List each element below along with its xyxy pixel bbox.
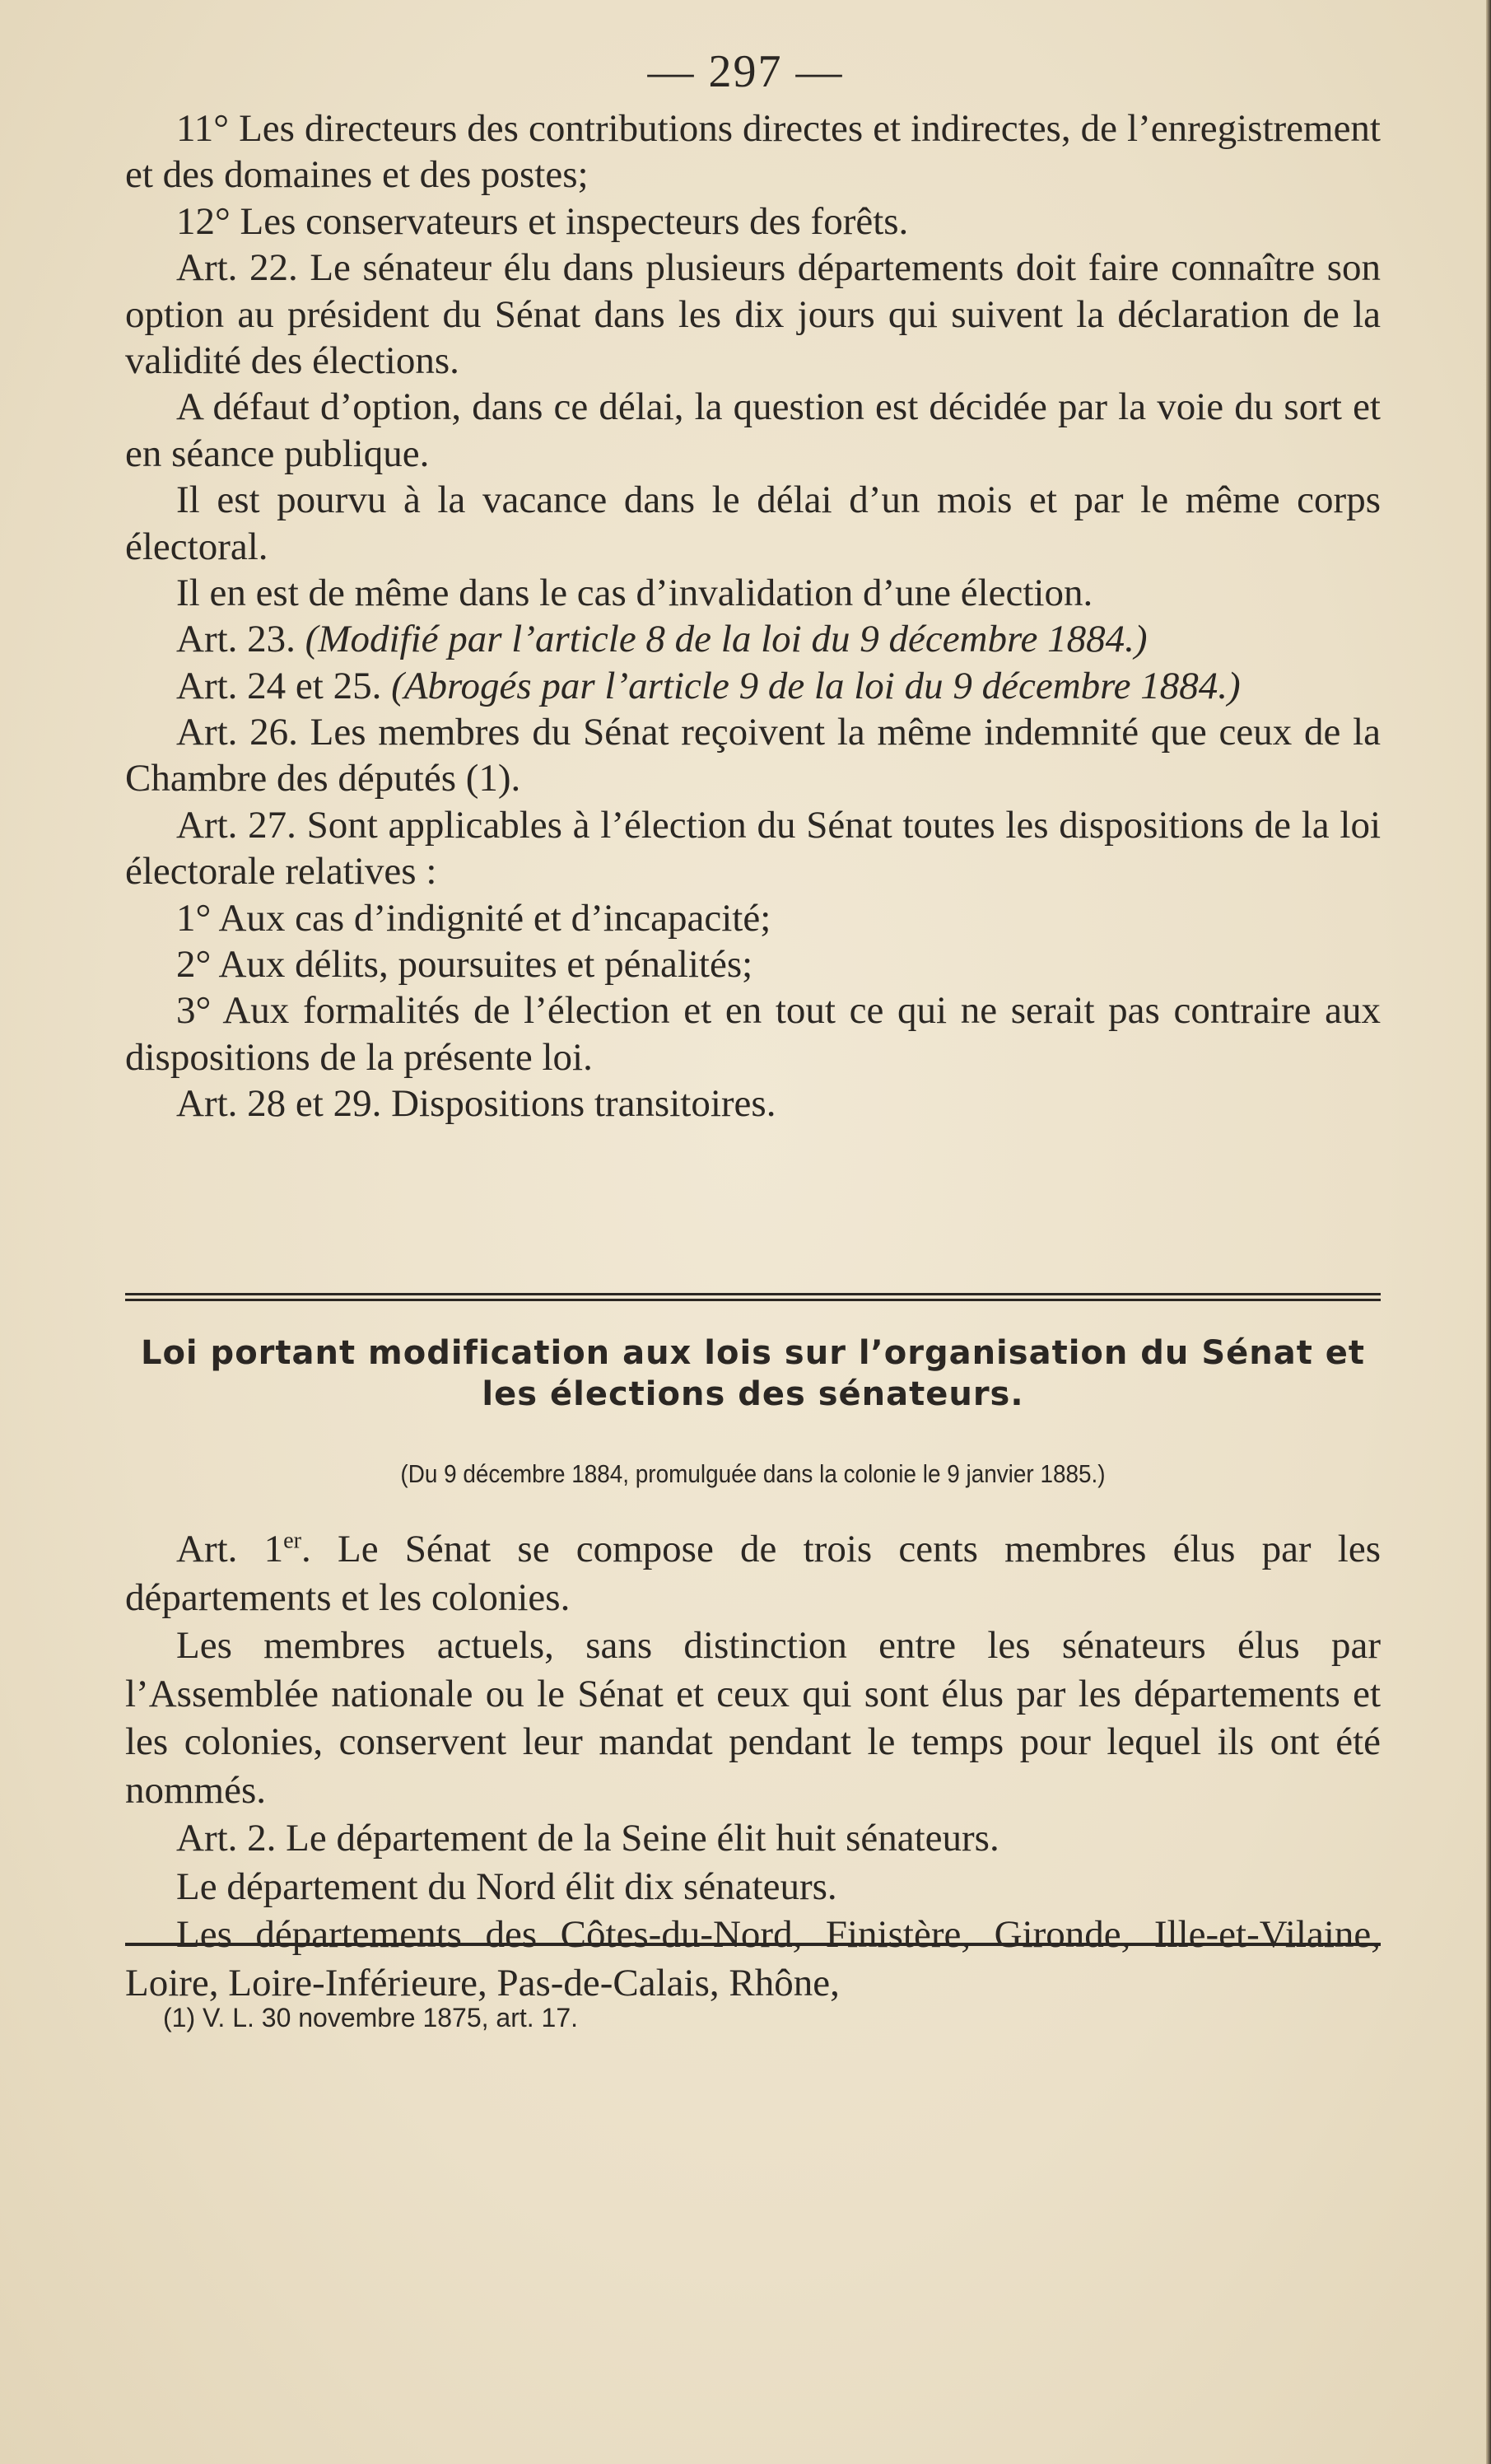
text-block-top [125,105,1381,1127]
paragraph: 11° Les directeurs des contributions directes et indirectes, de l’enregistrement et des domaines et des postes; [125,107,1381,197]
paragraph: 2° Aux délits, poursuites et pénalités; [176,943,753,987]
paragraph: Art. 26. Les membres du Sénat reçoivent la même indemnité que ceux de la Chambre des députés (1). [125,711,1381,800]
article-1 [125,1525,1381,1622]
paragraph: 1° Aux cas d’indignité et d’incapacité; [176,896,771,940]
article-text: . Le Sénat se compose de trois cents membres élus par les départements et les colonies. [125,1528,1381,1619]
paragraph: Art. 2. Le département de la Seine élit huit sénateurs. [176,1817,999,1860]
paragraph: 12° Les conservateurs et inspecteurs des forêts. [176,199,909,243]
paragraph: Il est pourvu à la vacance dans le délai d’un mois et par le même corps électoral. [125,478,1381,568]
law-title: Loi portant modification aux lois sur l’organisation du Sénat et les élections des sénateurs. [140,1334,1366,1413]
paragraph: Le département du Nord élit dix sénateurs. [176,1864,837,1908]
article-label: Art. 1 [176,1528,284,1570]
footnote-divider [125,1943,1381,1946]
page-edge [1486,0,1491,2464]
article-label: Art. 24 et 25. [176,664,382,707]
article-24-25 [125,663,1381,709]
paragraph: A défaut d’option, dans ce délai, la question est décidée par la voie du sort et en séance publique. [125,385,1381,475]
paragraph: 3° Aux formalités de l’élection et en tout ce qui ne serait pas contraire aux dispositions de la présente loi. [125,989,1381,1079]
article-label: Art. 23. [176,618,296,661]
paragraph: Art. 27. Sont applicables à l’élection du Sénat toutes les dispositions de la loi électorale relatives : [125,803,1381,894]
paragraph: Les membres actuels, sans distinction entre les sénateurs élus par l’Assemblée nationale ou le Sénat et ceux qui sont élus par les départements et les colonies, conservent leur mandat pendant le temps pour lequel ils ont été nommés. [125,1624,1381,1812]
footnote: (1) V. L. 30 novembre 1875, art. 17. [163,2003,579,2032]
law-date: (Du 9 décembre 1884, promulguée dans la colonie le 9 janvier 1885.) [400,1459,1106,1488]
article-23 [125,616,1381,662]
paragraph: Art. 28 et 29. Dispositions transitoires. [176,1082,776,1126]
paragraph: Les départements des Côtes-du-Nord, Finistère, Gironde, Ille-et-Vilaine, Loire, Loire-Inférieure, Pas-de-Calais, Rhône, [125,1913,1381,2004]
page-number: — 297 — [647,46,844,97]
paragraph: Il en est de même dans le cas d’invalidation d’une élection. [176,571,1093,614]
article-note: (Modifié par l’article 8 de la loi du 9 décembre 1884.) [305,618,1148,661]
article-label-sup: er [283,1528,302,1554]
section-divider [125,1293,1381,1301]
paragraph: Art. 22. Le sénateur élu dans plusieurs départements doit faire connaître son option au président du Sénat dans les dix jours qui suivent la déclaration de la validité des élections. [125,246,1381,382]
text-block-bottom [125,1525,1381,2007]
article-note: (Abrogés par l’article 9 de la loi du 9 décembre 1884.) [391,664,1241,707]
